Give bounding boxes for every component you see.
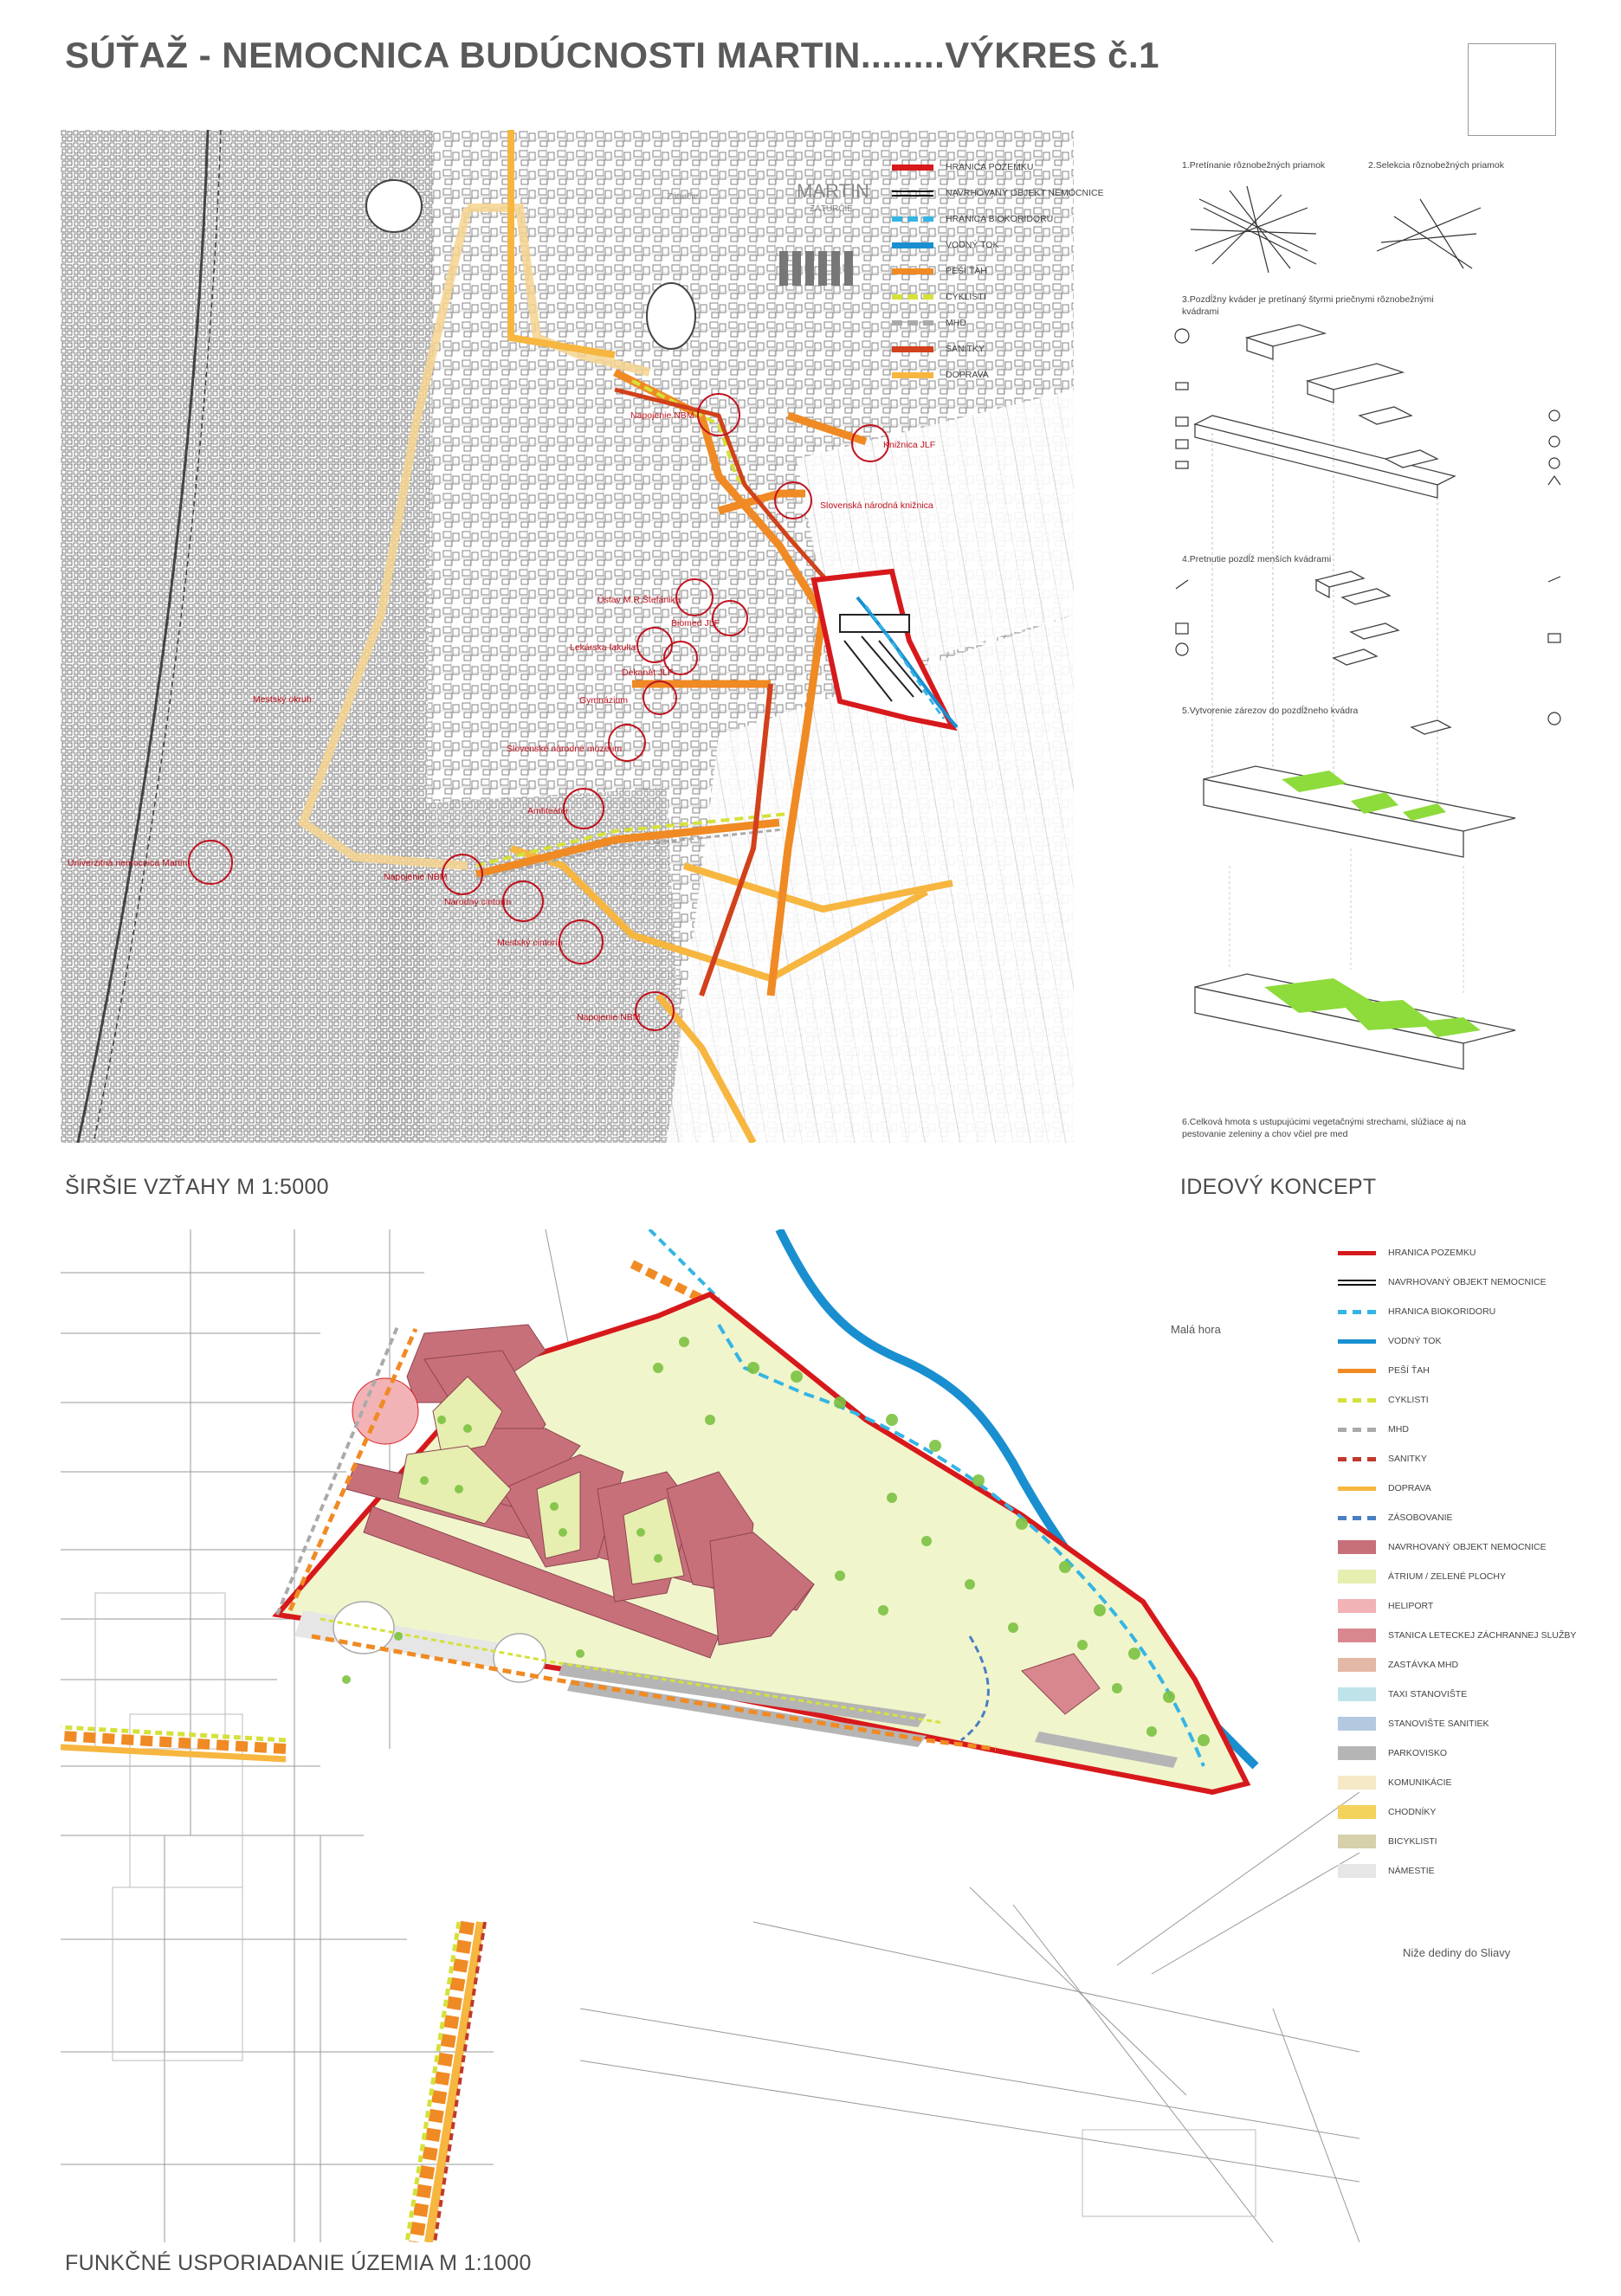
legend-row (1338, 1768, 1576, 1797)
legend-label: NAVRHOVANÝ OBJEKT NEMOCNICE (946, 188, 1104, 198)
legend-swatch (1338, 1776, 1376, 1790)
legend-swatch (1338, 1457, 1376, 1461)
landmark-label-slovenske-narodne-muzeum: Slovenské národné múzeum (507, 744, 623, 754)
functional-site-plan (61, 1229, 1359, 2242)
legend-swatch (1338, 1516, 1376, 1520)
concept-step-6-caption: 6.Celková hmota s ustupujúcimi vegetačnými strechami, slúžiace aj na pestovanie zeleniny a chov včiel pre med (1182, 1117, 1466, 1139)
legend-swatch (1338, 1398, 1376, 1403)
legend-swatch (1338, 1570, 1376, 1583)
legend-row (1338, 1356, 1576, 1385)
legend-row (1338, 1474, 1576, 1503)
legend-swatch (1338, 1487, 1376, 1491)
legend-label: PEŠÍ ŤAH (946, 266, 987, 276)
landmark-label-dekanat: Dekanát JLF (622, 668, 674, 678)
diagnosis-icon (1549, 458, 1560, 468)
legend-swatch (1338, 1717, 1376, 1731)
legend-row (1338, 1385, 1576, 1415)
legend-swatch (892, 190, 933, 197)
city-label: MARTIN (797, 180, 869, 202)
patient-icon (1176, 461, 1188, 468)
hospital-right-icon (1548, 713, 1560, 725)
legend-label: ZÁSOBOVANIE (1388, 1512, 1453, 1523)
legend-swatch (892, 372, 933, 378)
legend-label: BICYKLISTI (1388, 1836, 1437, 1847)
legend-label: DOPRAVA (946, 370, 989, 380)
legend-top (892, 154, 1104, 388)
intersecting-lines-drawing (1191, 186, 1316, 273)
landmark-label-slovenska-narodna-kniznica: Slovenská národná knižnica (820, 500, 933, 511)
ustav-stefanika-marker (675, 578, 714, 616)
legend-row (1338, 1856, 1576, 1886)
legend-row (892, 258, 1104, 284)
legend-row (892, 310, 1104, 336)
amfiteater-marker (563, 788, 604, 829)
legend-swatch (1338, 1658, 1376, 1672)
terrain-label-nize-dediny: Niže dediny do Sliavy (1403, 1946, 1511, 1959)
legend-row (1338, 1562, 1576, 1591)
ambulance-icon (1176, 417, 1188, 426)
legend-label: PEŠÍ ŤAH (1388, 1365, 1430, 1376)
landmark-label-ustav-stefanika: Ústav M.R.Štefánika (597, 595, 681, 605)
legend-row (892, 206, 1104, 232)
legend-swatch (1338, 1369, 1376, 1373)
legend-row (1338, 1827, 1576, 1856)
legend-row (892, 180, 1104, 206)
cardio-icon (1548, 476, 1560, 485)
mestsky-cintorin-marker (559, 919, 604, 964)
legend-row (1338, 1297, 1576, 1326)
legend-swatch (892, 346, 933, 352)
legend-label: TAXI STANOVIŠTE (1388, 1689, 1468, 1699)
landmark-label-narodny-cintorin: Národný cintorín (444, 897, 512, 907)
legend-row (1338, 1650, 1576, 1680)
info-icon (1176, 643, 1188, 655)
legend-swatch (1338, 1280, 1376, 1286)
hospital-icon (1175, 329, 1189, 343)
research-icon (1549, 436, 1560, 447)
legend-row (892, 336, 1104, 362)
legend-swatch (1338, 1864, 1376, 1878)
landmark-label-mestsky-cintorin: Mestský cintorín (497, 938, 563, 948)
legend-swatch (892, 164, 933, 171)
legend-row (1338, 1503, 1576, 1532)
terrain-label-mala-hora: Malá hora (1171, 1323, 1221, 1336)
legend-label: SANITKY (946, 344, 985, 354)
napojenie-nbm-south-marker (635, 991, 675, 1031)
legend-swatch (892, 320, 933, 326)
concept-line-diagrams (1186, 182, 1550, 277)
lab-icon (1176, 440, 1188, 448)
legend-label: VODNÝ TOK (946, 240, 999, 250)
legend-swatch (1338, 1540, 1376, 1554)
step6-volume (1195, 974, 1515, 1069)
heli-icon (1548, 634, 1560, 642)
legend-row (1338, 1738, 1576, 1768)
legend-swatch (892, 294, 933, 300)
landmark-label-lekarska-fakulta: Lekárska fakulta (570, 642, 636, 653)
legend-label: DOPRAVA (1388, 1483, 1431, 1493)
district-north-label: Záturčie (667, 192, 699, 202)
legend-label: HRANICA POZEMKU (946, 162, 1034, 172)
legend-label: CYKLISTI (1388, 1395, 1429, 1405)
legend-swatch (1338, 1628, 1376, 1642)
section-title-functional: FUNKČNÉ USPORIADANIE ÚZEMIA M 1:1000 (65, 2251, 532, 2275)
concept-step-1-caption: 1.Pretínanie rôznobežných priamok (1182, 160, 1326, 171)
legend-row (1338, 1709, 1576, 1738)
legend-label: NÁMESTIE (1388, 1866, 1435, 1876)
legend-swatch (1338, 1310, 1376, 1314)
legend-label: HRANICA BIOKORIDORU (946, 214, 1054, 224)
landmark-label-kniznica-jlf: Knižnica JLF (883, 440, 936, 450)
landmark-label-napojenie-south: Napojenie NBM (577, 1012, 641, 1022)
slovenske-narodne-muzeum-marker (608, 724, 646, 762)
legend-row (1338, 1267, 1576, 1297)
legend-row (892, 284, 1104, 310)
legend-row (1338, 1326, 1576, 1356)
legend-row (1338, 1238, 1576, 1267)
bed-icon (1176, 383, 1188, 390)
legend-swatch (1338, 1805, 1376, 1819)
legend-row (1338, 1532, 1576, 1562)
legend-swatch (1338, 1339, 1376, 1344)
legend-row (892, 154, 1104, 180)
landmark-label-biomed: Biomed JLF (671, 618, 720, 629)
concept-step-5-caption: 5.Vytvorenie zárezov do pozdĺžneho kvádra (1182, 706, 1359, 716)
landmark-label-mestsky-okruh: Mestský okruh (253, 694, 312, 705)
legend-label: STANOVIŠTE SANITIEK (1388, 1719, 1489, 1729)
page-title: SÚŤAŽ - NEMOCNICA BUDÚCNOSTI MARTIN........VÝKRES č.1 (65, 35, 1160, 75)
legend-label: MHD (1388, 1424, 1409, 1435)
legend-swatch (892, 216, 933, 222)
pharmacy-icon (1549, 410, 1560, 421)
legend-label: ÁTRIUM / ZELENÉ PLOCHY (1388, 1571, 1506, 1582)
landmark-label-amfiteater: Amfiteáter (527, 806, 569, 816)
surgery-icon (1176, 580, 1188, 589)
legend-row (1338, 1415, 1576, 1444)
legend-label: STANICA LETECKEJ ZÁCHRANNEJ SLUŽBY (1388, 1630, 1577, 1641)
legend-label: SANITKY (1388, 1454, 1427, 1464)
slovenska-narodna-kniznica-marker (774, 481, 812, 519)
tools-icon (1548, 577, 1560, 582)
napojenie-nbm-west-marker (442, 854, 483, 895)
legend-label: CHODNÍKY (1388, 1807, 1437, 1817)
district-label: ZÁTURČIE (810, 204, 853, 214)
clinic-icon (1176, 623, 1188, 634)
legend-swatch (892, 242, 933, 248)
legend-row (892, 362, 1104, 388)
landmark-label-gymnazium: Gymnázium (579, 695, 629, 706)
legend-row (1338, 1797, 1576, 1827)
landmark-label-napojenie-west: Napojenie NBM (384, 872, 448, 882)
legend-label: HRANICA POZEMKU (1388, 1248, 1476, 1258)
legend-swatch (1338, 1687, 1376, 1701)
landmark-label-napojenie-north: Napojenie NBM (630, 410, 694, 421)
legend-row (1338, 1444, 1576, 1474)
title-stamp-box (1468, 43, 1556, 136)
legend-label: CYKLISTI (946, 292, 986, 302)
concept-icons (1169, 320, 1567, 736)
legend-label: MHD (946, 318, 966, 328)
concept-step-3-caption: 3.Pozdĺžny kváder je pretínaný štyrmi priečnymi rôznobežnými kvádrami (1182, 294, 1434, 317)
legend-row (1338, 1621, 1576, 1650)
legend-label: HELIPORT (1388, 1601, 1434, 1611)
legend-swatch (1338, 1835, 1376, 1848)
legend-label: KOMUNIKÁCIE (1388, 1777, 1452, 1788)
landmark-label-univerzitna-nemocnica: Univerzitná nemocnica Martin (68, 858, 188, 868)
legend-label: VODNÝ TOK (1388, 1336, 1442, 1346)
legend-row (892, 232, 1104, 258)
concept-step-4-caption: 4.Pretnutie pozdĺž menších kvádrami (1182, 554, 1332, 564)
legend-swatch (1338, 1428, 1376, 1432)
section-title-concept: IDEOVÝ KONCEPT (1180, 1175, 1377, 1199)
legend-swatch (892, 268, 933, 274)
section-title-wider-relations: ŠIRŠIE VZŤAHY M 1:5000 (65, 1175, 329, 1199)
legend-label: ZASTÁVKA MHD (1388, 1660, 1459, 1670)
concept-step-2-caption: 2.Selekcia rôznobežných priamok (1368, 160, 1504, 171)
legend-label: HRANICA BIOKORIDORU (1388, 1306, 1496, 1317)
legend-swatch (1338, 1746, 1376, 1760)
legend-label: NAVRHOVANÝ OBJEKT NEMOCNICE (1388, 1277, 1547, 1287)
gymnazium-marker (643, 680, 677, 715)
napojenie-nbm-north-marker (697, 393, 740, 436)
univerzitna-nemocnica-marker (188, 840, 233, 885)
legend-label: NAVRHOVANÝ OBJEKT NEMOCNICE (1388, 1542, 1547, 1552)
legend-swatch (1338, 1599, 1376, 1613)
legend-label: PARKOVISKO (1388, 1748, 1448, 1758)
selected-lines-drawing (1377, 199, 1481, 268)
legend-row (1338, 1591, 1576, 1621)
step5-volume (1204, 766, 1515, 857)
legend-bottom (1338, 1238, 1576, 1886)
legend-row (1338, 1680, 1576, 1709)
legend-swatch (1338, 1251, 1376, 1255)
